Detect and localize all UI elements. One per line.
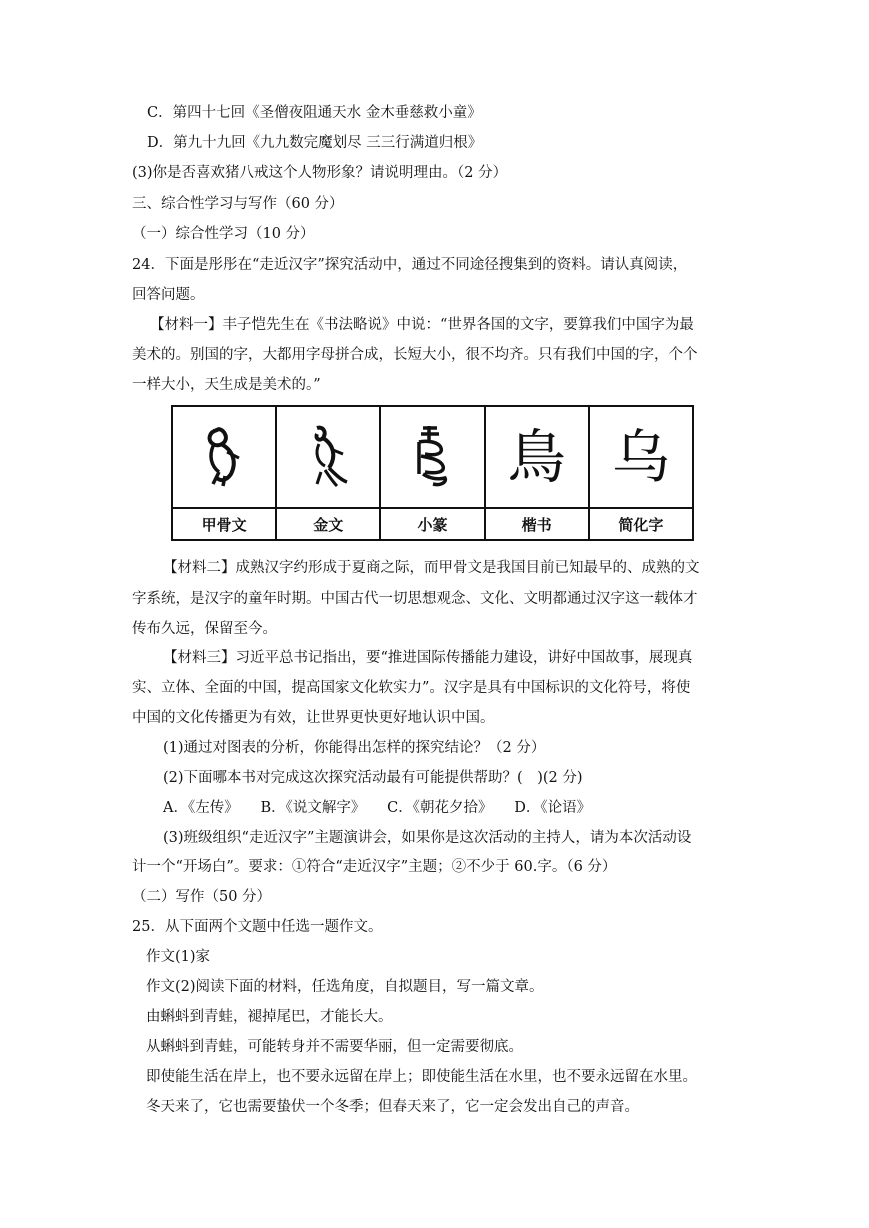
label-oracle-bone: 甲骨文 <box>172 508 276 540</box>
option-d: D．第九十九回《九九数完魔划尽 三三行满道归根》 <box>147 135 483 151</box>
label-simplified: 简化字 <box>589 508 693 540</box>
subquestion-2: (2)下面哪本书对完成这次探究活动最有可能提供帮助？( )(2 分) <box>163 770 583 786</box>
material-2-line1: 【材料二】成熟汉字约形成于夏商之际，而甲骨文是我国目前已知最早的、成熟的文 <box>163 560 700 576</box>
bronze-script-cell <box>276 406 380 508</box>
subsection-2-heading: （二）写作（50 分） <box>132 889 272 905</box>
question-24-line2: 回答问题。 <box>132 287 205 303</box>
subsection-1-heading: （一）综合性学习（10 分） <box>132 226 315 242</box>
small-seal-cell <box>380 406 484 508</box>
material-2-line2: 字系统，是汉字的童年时期。中国古代一切思想观念、文化、文明都通过汉字这一载体才 <box>132 591 698 607</box>
question-3: (3)你是否喜欢猪八戒这个人物形象？请说明理由。（2 分） <box>132 165 508 181</box>
subquestion-1: (1)通过对图表的分析，你能得出怎样的探究结论？（2 分） <box>163 740 546 756</box>
subquestion-2-options: A．《左传》 B．《说文解字》 C．《朝花夕拾》 D．《论语》 <box>163 800 592 816</box>
prompt-line-4: 冬天来了，它也需要蛰伏一个冬季；但春天来了，它一定会发出自己的声音。 <box>146 1099 639 1115</box>
subquestion-3-line2: 计一个“开场白”。要求：①符合“走近汉字”主题；②不少于 60.字。（6 分） <box>132 859 617 875</box>
simplified-cell <box>589 406 693 508</box>
prompt-line-2: 从蝌蚪到青蛙，可能转身并不需要华丽，但一定需要彻底。 <box>146 1039 523 1055</box>
material-1-line1: 【材料一】丰子恺先生在《书法略说》中说：“世界各国的文字，要算我们中国字为最 <box>150 317 694 333</box>
option-c: C．第四十七回《圣僧夜阻通天水 金木垂慈救小童》 <box>147 105 482 121</box>
regular-script-cell <box>485 406 589 508</box>
prompt-line-1: 由蝌蚪到青蛙，褪掉尾巴，才能长大。 <box>146 1009 393 1025</box>
question-25: 25．从下面两个文题中任选一题作文。 <box>132 919 383 935</box>
bronze-bird-glyph <box>303 422 353 488</box>
subquestion-3-line1: (3)班级组织“走近汉字”主题演讲会，如果你是这次活动的主持人，请为本次活动设 <box>163 830 692 846</box>
section-3-heading: 三、综合性学习与写作（60 分） <box>132 196 344 212</box>
material-3-line1: 【材料三】习近平总书记指出，要“推进国际传播能力建设，讲好中国故事，展现真 <box>163 650 693 666</box>
essay-option-2: 作文(2)阅读下面的材料，任选角度，自拟题目，写一篇文章。 <box>146 979 544 995</box>
prompt-line-3: 即使能生活在岸上，也不要永远留在岸上；即使能生活在水里，也不要永远留在水里。 <box>146 1069 697 1085</box>
simplified-char: 乌 <box>611 423 670 491</box>
regular-script-char: 鳥 <box>507 423 566 491</box>
material-2-line3: 传布久远，保留至今。 <box>132 621 277 637</box>
small-seal-bird-glyph <box>407 422 457 488</box>
essay-option-1: 作文(1)家 <box>146 949 211 965</box>
oracle-bone-cell <box>172 406 276 508</box>
material-3-line2: 实、立体、全面的中国，提高国家文化软实力”。汉字是具有中国标识的文化符号，将使 <box>132 680 691 696</box>
character-evolution-table <box>171 405 694 541</box>
label-bronze: 金文 <box>276 508 380 540</box>
label-regular: 楷书 <box>485 508 589 540</box>
material-1-line3: 一样大小，天生成是美术的。” <box>132 377 321 393</box>
oracle-bone-bird-glyph <box>199 422 249 488</box>
material-1-line2: 美术的。别国的字，大都用字母拼合成，长短大小，很不均齐。只有我们中国的字，个个 <box>132 347 698 363</box>
question-24-line1: 24．下面是彤彤在“走近汉字”探究活动中，通过不同途径搜集到的资料。请认真阅读， <box>132 257 688 273</box>
material-3-line3: 中国的文化传播更为有效，让世界更快更好地认识中国。 <box>132 710 495 726</box>
label-small-seal: 小篆 <box>380 508 484 540</box>
